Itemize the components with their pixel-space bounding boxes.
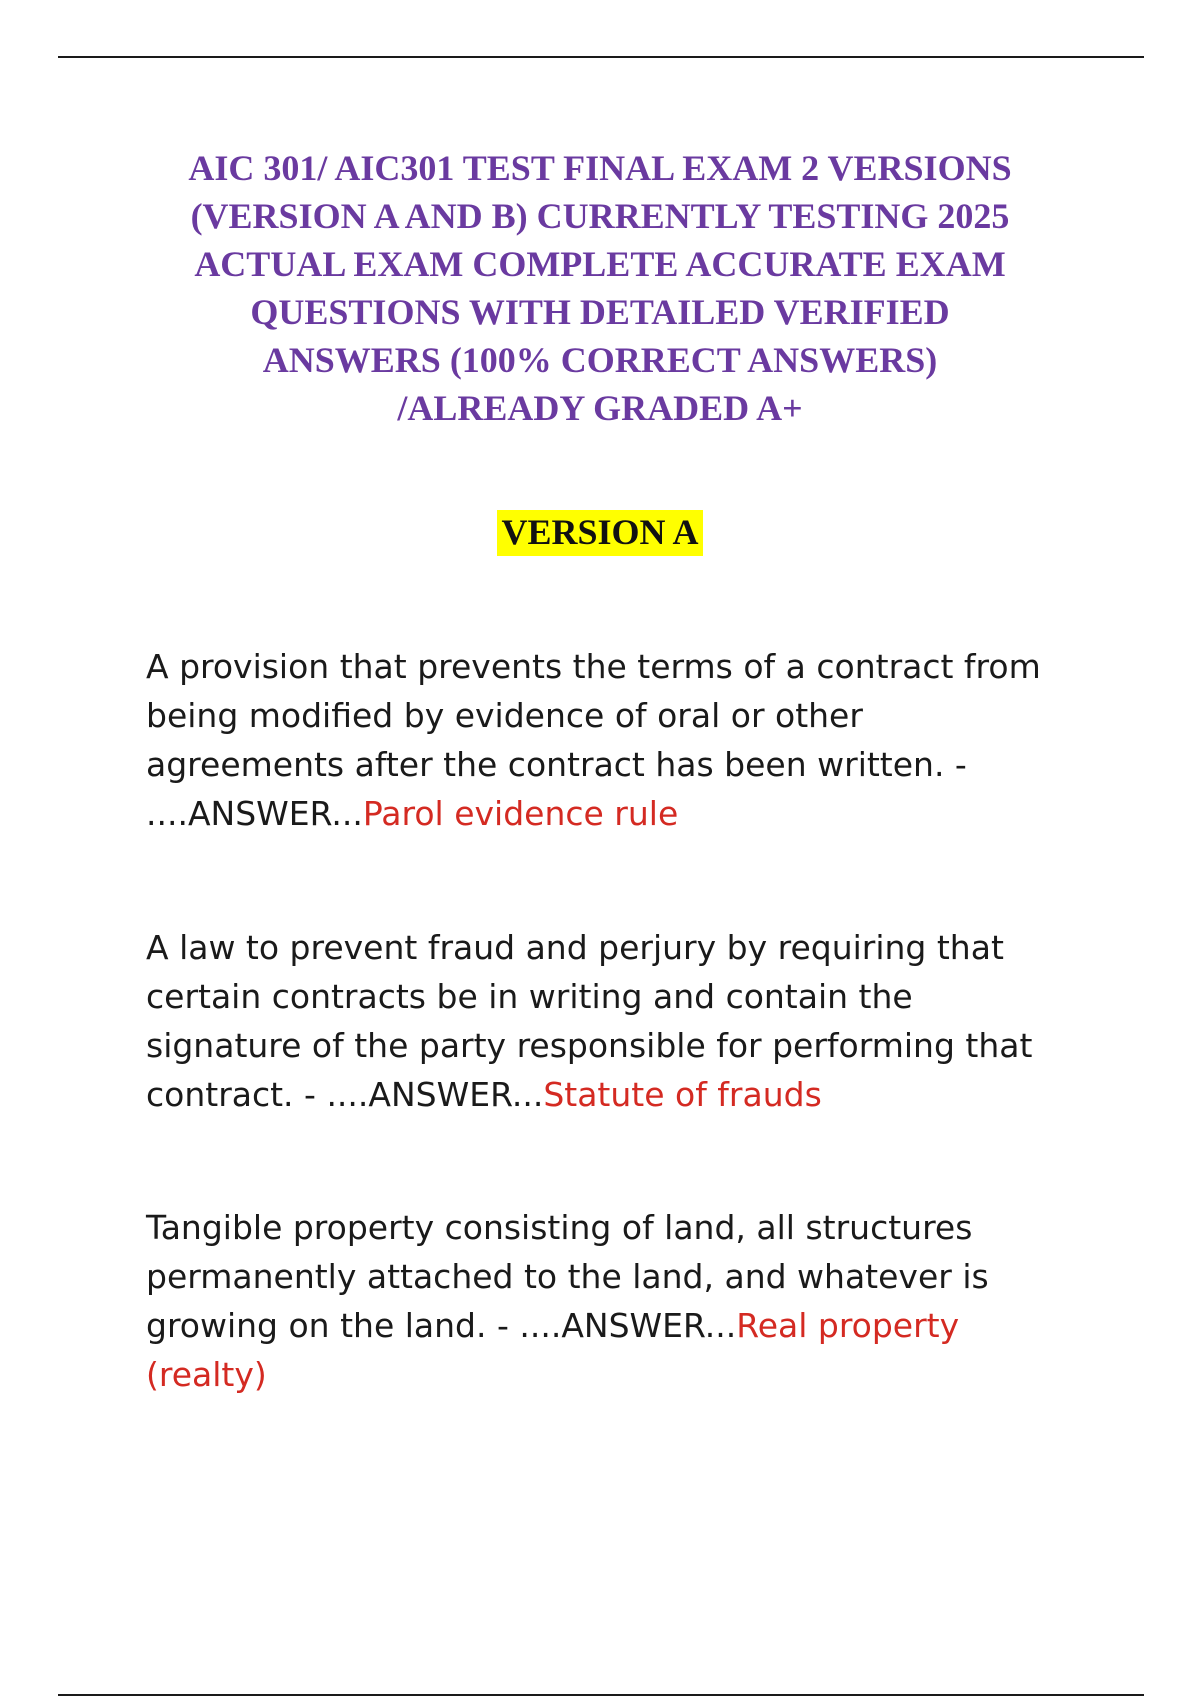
answer-marker: ....ANSWER... bbox=[146, 794, 363, 833]
document-title bbox=[120, 144, 1080, 432]
question-item bbox=[146, 642, 1066, 838]
answer-text: Parol evidence rule bbox=[362, 794, 679, 833]
title-line: QUESTIONS WITH DETAILED VERIFIED bbox=[250, 292, 950, 332]
question-prompt: A provision that prevents the terms of a contract from being modified by evidence of oral or other agreements after the contract has been written. - bbox=[146, 647, 1041, 784]
question-item bbox=[146, 923, 1066, 1119]
answer-marker: ....ANSWER... bbox=[519, 1306, 737, 1345]
version-label: VERSION A bbox=[497, 510, 702, 556]
question-prompt: Tangible property consisting of land, all structures permanently attached to the land, and whatever is growing on the land. - bbox=[146, 1208, 989, 1345]
title-line: AIC 301/ AIC301 TEST FINAL EXAM 2 VERSIONS bbox=[188, 148, 1012, 188]
question-prompt: A law to prevent fraud and perjury by requiring that certain contracts be in writing and contain the signature of the party responsible for performing that contract. - bbox=[146, 928, 1033, 1114]
bottom-divider bbox=[58, 1694, 1144, 1696]
version-heading bbox=[0, 510, 1200, 556]
question-item bbox=[146, 1203, 1066, 1399]
answer-marker: ....ANSWER... bbox=[326, 1075, 544, 1114]
answer-text: Real property (realty) bbox=[146, 1306, 960, 1394]
title-line: ANSWERS (100% CORRECT ANSWERS) bbox=[262, 340, 938, 380]
top-divider bbox=[58, 56, 1144, 58]
title-line: (VERSION A AND B) CURRENTLY TESTING 2025 bbox=[190, 196, 1010, 236]
answer-text: Statute of frauds bbox=[543, 1075, 822, 1114]
title-line: /ALREADY GRADED A+ bbox=[397, 388, 803, 428]
title-line: ACTUAL EXAM COMPLETE ACCURATE EXAM bbox=[194, 244, 1006, 284]
